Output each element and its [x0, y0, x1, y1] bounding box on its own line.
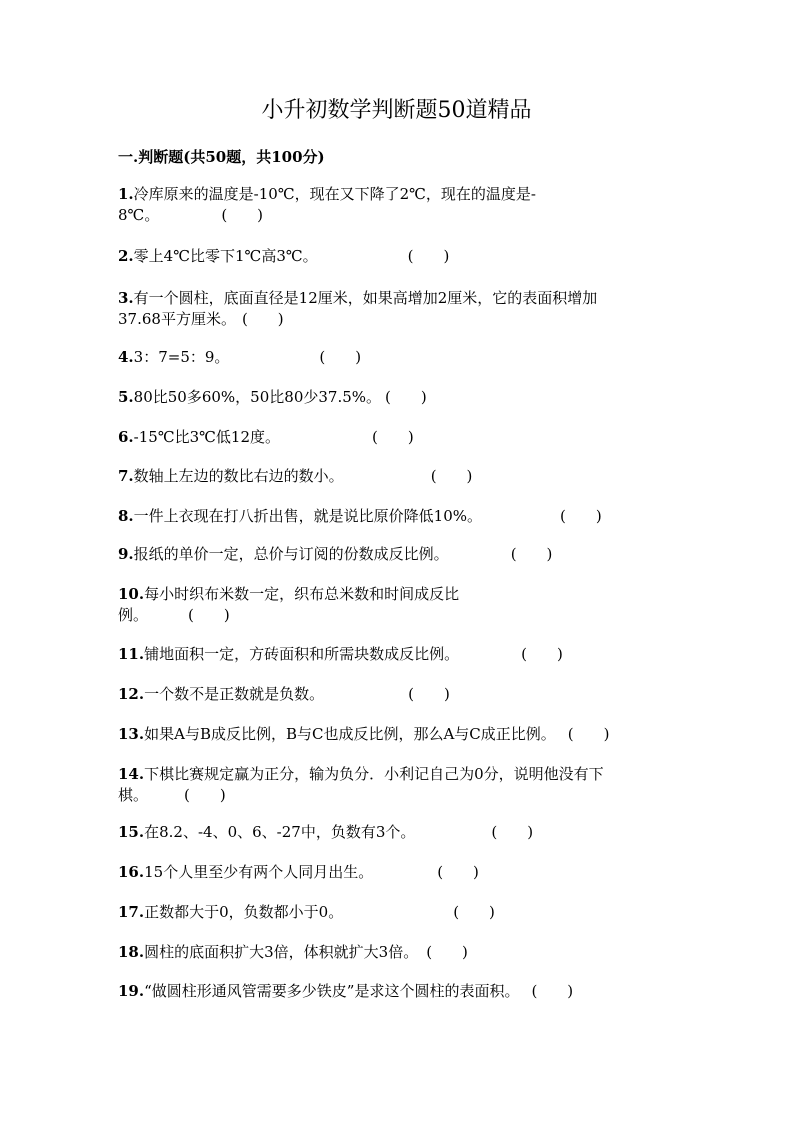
- question-number: 17.: [118, 903, 145, 921]
- question-item: [118, 724, 610, 745]
- question-number: 7.: [118, 467, 134, 485]
- question-text: 15个人里至少有两个人同月出生。: [144, 863, 374, 881]
- question-line: [118, 288, 597, 309]
- question-number: 14.: [118, 765, 145, 783]
- question-line: [118, 205, 536, 226]
- question-line: [118, 466, 472, 487]
- question-line: [118, 427, 414, 448]
- answer-blank[interactable]: ( ): [560, 507, 602, 525]
- answer-blank[interactable]: ( ): [408, 685, 450, 703]
- question-line: [118, 246, 449, 267]
- question-line: [118, 387, 427, 408]
- question-number: 13.: [118, 725, 145, 743]
- question-line: [118, 785, 604, 806]
- question-item: [118, 184, 536, 226]
- answer-blank[interactable]: ( ): [188, 606, 230, 624]
- question-text: 报纸的单价一定，总价与订阅的份数成反比例。: [133, 545, 449, 563]
- question-text: 圆柱的底面积扩大3倍，体积就扩大3倍。: [144, 943, 419, 961]
- question-number: 5.: [118, 388, 134, 406]
- question-text: 正数都大于0，负数都小于0。: [144, 903, 344, 921]
- question-line: [118, 764, 604, 785]
- question-line: [118, 309, 597, 330]
- answer-blank[interactable]: ( ): [407, 247, 450, 265]
- answer-blank[interactable]: ( ): [567, 725, 610, 743]
- question-number: 18.: [118, 943, 145, 961]
- question-item: [118, 764, 604, 806]
- question-text: 一个数不是正数就是负数。: [144, 685, 325, 703]
- question-number: 3.: [118, 289, 134, 307]
- question-item: [118, 466, 472, 487]
- question-number: 4.: [118, 348, 134, 366]
- question-text: 如果A与B成反比例，B与C也成反比例，那么A与C成正比例。: [144, 725, 556, 743]
- question-number: 10.: [118, 585, 145, 603]
- question-text: 数轴上左边的数比右边的数小。: [133, 467, 344, 485]
- question-number: 2.: [118, 247, 134, 265]
- question-number: 16.: [118, 863, 145, 881]
- question-item: [118, 822, 533, 843]
- question-item: [118, 427, 414, 448]
- question-text: 37.68平方厘米。: [118, 310, 236, 328]
- question-number: 15.: [118, 823, 145, 841]
- answer-blank[interactable]: ( ): [372, 428, 414, 446]
- question-item: [118, 684, 450, 705]
- question-line: [118, 184, 536, 205]
- question-number: 1.: [118, 185, 134, 203]
- question-line: [118, 862, 479, 883]
- question-text: 下棋比赛规定赢为正分，输为负分．小利记自己为0分，说明他没有下: [144, 765, 604, 783]
- question-line: [118, 644, 563, 665]
- question-text: 棋。: [118, 786, 149, 804]
- question-item: [118, 584, 459, 626]
- question-text: “做圆柱形通风管需要多少铁皮”是求这个圆柱的表面积。: [144, 982, 520, 1000]
- question-item: [118, 942, 468, 963]
- answer-blank[interactable]: ( ): [385, 388, 427, 406]
- question-line: [118, 605, 459, 626]
- question-number: 9.: [118, 545, 134, 563]
- question-line: [118, 347, 361, 368]
- answer-blank[interactable]: ( ): [221, 206, 264, 224]
- question-item: [118, 506, 602, 527]
- question-text: 零上4℃比零下1℃高3℃。: [133, 247, 318, 265]
- question-line: [118, 902, 495, 923]
- document-title: 小升初数学判断题50道精品: [261, 98, 532, 123]
- question-item: [118, 644, 563, 665]
- question-item: [118, 246, 449, 267]
- question-item: [118, 387, 427, 408]
- answer-blank[interactable]: ( ): [531, 982, 574, 1000]
- question-item: [118, 347, 361, 368]
- answer-blank[interactable]: ( ): [491, 823, 534, 841]
- question-text: 一件上衣现在打八折出售，就是说比原价降低10%。: [133, 507, 483, 525]
- question-line: [118, 724, 610, 745]
- question-number: 8.: [118, 507, 134, 525]
- question-text: 冷库原来的温度是-10℃，现在又下降了2℃，现在的温度是-: [133, 185, 537, 203]
- question-line: [118, 942, 468, 963]
- question-number: 12.: [118, 685, 145, 703]
- question-line: [118, 584, 459, 605]
- section-heading: 一.判断题(共50题，共100分): [118, 148, 325, 166]
- question-text: 例。: [118, 606, 149, 624]
- question-number: 6.: [118, 428, 134, 446]
- question-line: [118, 506, 602, 527]
- question-item: [118, 981, 573, 1002]
- answer-blank[interactable]: ( ): [241, 310, 284, 328]
- question-line: [118, 822, 533, 843]
- question-text: 有一个圆柱，底面直径是12厘米，如果高增加2厘米，它的表面积增加: [133, 289, 598, 307]
- question-item: [118, 544, 552, 565]
- question-item: [118, 862, 479, 883]
- question-item: [118, 288, 597, 330]
- question-text: 铺地面积一定，方砖面积和所需块数成反比例。: [144, 645, 460, 663]
- answer-blank[interactable]: ( ): [430, 467, 473, 485]
- question-number: 19.: [118, 982, 145, 1000]
- question-text: 3：7=5：9。: [133, 348, 230, 366]
- question-text: -15℃比3℃低12度。: [133, 428, 281, 446]
- question-text: 8℃。: [118, 206, 160, 224]
- question-line: [118, 981, 573, 1002]
- answer-blank[interactable]: ( ): [521, 645, 563, 663]
- question-text: 每小时织布米数一定，织布总米数和时间成反比: [144, 585, 460, 603]
- question-item: [118, 902, 495, 923]
- question-line: [118, 684, 450, 705]
- answer-blank[interactable]: ( ): [453, 903, 495, 921]
- question-line: [118, 544, 552, 565]
- answer-blank[interactable]: ( ): [184, 786, 226, 804]
- question-number: 11.: [118, 645, 145, 663]
- answer-blank[interactable]: ( ): [510, 545, 553, 563]
- answer-blank[interactable]: ( ): [426, 943, 468, 961]
- answer-blank[interactable]: ( ): [319, 348, 362, 366]
- question-text: 在8.2、-4、0、6、-27中，负数有3个。: [144, 823, 416, 841]
- answer-blank[interactable]: ( ): [437, 863, 479, 881]
- question-text: 80比50多60%，50比80少37.5%。: [133, 388, 382, 406]
